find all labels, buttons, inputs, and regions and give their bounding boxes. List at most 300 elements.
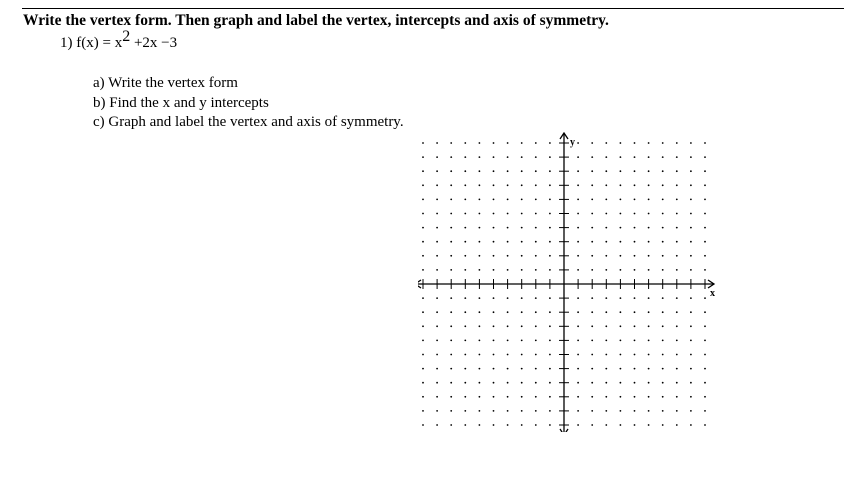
grid-dot [521,340,523,342]
grid-dot [591,424,593,426]
grid-dot [535,297,537,299]
grid-dot [450,199,452,201]
grid-dot [521,396,523,398]
grid-dot [676,142,678,144]
grid-dot [507,325,509,327]
grid-dot [577,325,579,327]
grid-dot [676,368,678,370]
grid-dot [535,241,537,243]
grid-dot [507,156,509,158]
grid-dot [662,368,664,370]
grid-dot [620,156,622,158]
part-a: a) Write the vertex form [93,75,238,91]
grid-dot [676,227,678,229]
top-rule [22,8,844,9]
grid-dot [620,396,622,398]
grid-dot [436,142,438,144]
grid-dot [690,199,692,201]
grid-dot [535,227,537,229]
grid-dot [521,227,523,229]
grid-dot [450,424,452,426]
grid-dot [620,170,622,172]
grid-dot [493,199,495,201]
grid-dot [591,368,593,370]
grid-dot [648,368,650,370]
grid-dot [464,213,466,215]
grid-dot [521,325,523,327]
grid-dot [479,269,481,271]
grid-dot [436,156,438,158]
grid-dot [690,213,692,215]
grid-dot [676,199,678,201]
grid-dot [450,340,452,342]
grid-dot [605,424,607,426]
grid-dot [605,227,607,229]
grid-dot [549,424,551,426]
grid-dot [690,255,692,257]
grid-dot [704,184,706,186]
grid-dot [634,213,636,215]
grid-dot [591,213,593,215]
grid-dot [648,424,650,426]
grid-dot [577,184,579,186]
grid-dot [620,184,622,186]
grid-dot [620,241,622,243]
grid-axes [418,133,714,432]
grid-dot [493,227,495,229]
grid-dot [634,156,636,158]
grid-dot [479,255,481,257]
grid-dot [549,311,551,313]
grid-dot [662,354,664,356]
grid-dot [620,325,622,327]
grid-dot [521,170,523,172]
grid-dot [507,410,509,412]
grid-dot [676,170,678,172]
grid-dot [521,241,523,243]
x-axis-label: x [710,288,715,299]
grid-dot [634,325,636,327]
grid-dot [507,340,509,342]
grid-dot [422,368,424,370]
grid-dot [577,396,579,398]
grid-dot [690,382,692,384]
grid-dot [464,311,466,313]
grid-dot [549,325,551,327]
grid-dot [436,396,438,398]
grid-dot [535,424,537,426]
grid-dot [648,170,650,172]
problem-parts [93,74,404,133]
grid-dot [450,269,452,271]
grid-dot [493,325,495,327]
grid-dot [493,410,495,412]
grid-dot [507,396,509,398]
grid-dot [676,311,678,313]
grid-dot [662,227,664,229]
grid-dot [591,311,593,313]
grid-dot [662,142,664,144]
grid-dot [549,142,551,144]
grid-dot [634,340,636,342]
grid-dot [422,325,424,327]
grid-dot [450,382,452,384]
grid-dot [422,213,424,215]
grid-dot [634,297,636,299]
grid-dot [507,269,509,271]
grid-dot [521,382,523,384]
grid-dot [620,227,622,229]
grid-dot [450,213,452,215]
instructions-heading: Write the vertex form. Then graph and label the vertex, intercepts and axis of symmetry. [23,12,609,29]
grid-dot [634,255,636,257]
grid-dot [676,382,678,384]
grid-dot [464,184,466,186]
grid-dot [704,170,706,172]
grid-dot [493,424,495,426]
grid-dot [676,297,678,299]
grid-dot [464,269,466,271]
grid-dot [493,340,495,342]
grid-dot [676,184,678,186]
grid-dot [479,213,481,215]
grid-dot [422,396,424,398]
grid-dot [605,396,607,398]
grid-dot [535,340,537,342]
grid-dot [479,340,481,342]
grid-dot [662,156,664,158]
grid-dot [436,269,438,271]
grid-dot [464,382,466,384]
grid-dot [493,170,495,172]
grid-dot [690,325,692,327]
grid-dot [676,354,678,356]
grid-dot [549,241,551,243]
grid-dot [620,354,622,356]
grid-dot [507,184,509,186]
grid-dot [464,368,466,370]
grid-dot [507,241,509,243]
grid-dot [464,170,466,172]
grid-dot [704,424,706,426]
grid-dot [493,396,495,398]
grid-dot [620,424,622,426]
grid-dot [620,382,622,384]
grid-dot [464,297,466,299]
grid-dot [464,354,466,356]
grid-dot [676,156,678,158]
grid-dot [648,410,650,412]
grid-dot [549,382,551,384]
grid-dot [422,156,424,158]
grid-dot [577,340,579,342]
grid-dot [535,156,537,158]
grid-dot [676,396,678,398]
grid-dot [704,396,706,398]
grid-dot [690,311,692,313]
grid-dot [704,199,706,201]
grid-dot [591,410,593,412]
grid-dot [648,213,650,215]
grid-dot [549,199,551,201]
grid-dot [436,311,438,313]
grid-dot [676,241,678,243]
grid-dot [620,340,622,342]
grid-dot [704,156,706,158]
grid-dot [577,227,579,229]
grid-dot [507,255,509,257]
grid-dot [549,213,551,215]
grid-dot [648,156,650,158]
grid-dot [535,213,537,215]
grid-dot [634,170,636,172]
grid-dot [634,199,636,201]
grid-dot [436,213,438,215]
grid-dot [549,269,551,271]
grid-dot [620,199,622,201]
grid-dot [422,142,424,144]
grid-dot [605,354,607,356]
grid-dot [690,227,692,229]
grid-dot [620,255,622,257]
grid-dot [634,227,636,229]
grid-dot [549,340,551,342]
grid-dot [662,213,664,215]
grid-dot [479,382,481,384]
grid-dot [620,368,622,370]
grid-dot [704,213,706,215]
grid-dot [436,241,438,243]
grid-dot [464,396,466,398]
grid-dot [591,297,593,299]
grid-dot [605,213,607,215]
grid-dot [507,170,509,172]
grid-dot [704,297,706,299]
grid-dot [605,142,607,144]
grid-dot [436,368,438,370]
grid-dot [690,156,692,158]
grid-dot [634,382,636,384]
grid-dot [704,382,706,384]
grid-dot [479,199,481,201]
grid-dot [620,410,622,412]
grid-dot [507,311,509,313]
grid-dot [690,424,692,426]
grid-dot [676,255,678,257]
y-axis-label: y [570,137,575,148]
grid-dot [577,368,579,370]
grid-dot [591,199,593,201]
grid-dot [535,311,537,313]
grid-dot [620,311,622,313]
grid-dot [422,227,424,229]
grid-dot [634,368,636,370]
grid-dot [507,297,509,299]
grid-dot [479,170,481,172]
grid-dot [450,311,452,313]
coordinate-grid-svg [418,132,718,432]
grid-dot [422,184,424,186]
grid-dot [690,170,692,172]
grid-dot [436,382,438,384]
grid-dot [648,241,650,243]
grid-dot [422,311,424,313]
grid-dot [605,311,607,313]
grid-dot [634,311,636,313]
part-b: b) Find the x and y intercepts [93,94,269,111]
grid-dot [605,269,607,271]
grid-dot [676,424,678,426]
grid-dot [436,297,438,299]
grid-dot [704,340,706,342]
grid-dot [634,269,636,271]
grid-dot [648,184,650,186]
problem-1 [60,28,178,52]
grid-dot [436,340,438,342]
grid-dot [662,255,664,257]
grid-dot [676,410,678,412]
grid-dot [535,354,537,356]
grid-dot [648,325,650,327]
grid-dot [648,354,650,356]
grid-dot [450,241,452,243]
grid-dot [450,396,452,398]
grid-dot [620,213,622,215]
grid-dot [479,227,481,229]
grid-dot [493,382,495,384]
grid-dot [648,255,650,257]
grid-dot [450,227,452,229]
grid-dot [422,410,424,412]
grid-dot [690,297,692,299]
grid-dot [620,142,622,144]
grid-dot [507,382,509,384]
grid-dot [690,269,692,271]
grid-dot [605,170,607,172]
grid-dot [422,269,424,271]
grid-dot [704,142,706,144]
grid-dot [591,354,593,356]
grid-dot [648,340,650,342]
grid-dot [662,170,664,172]
grid-dot [479,156,481,158]
grid-dot [704,227,706,229]
grid-dot [507,368,509,370]
grid-dot [493,156,495,158]
grid-dot [648,227,650,229]
grid-dot [634,424,636,426]
grid-dot [521,255,523,257]
grid-dot [704,354,706,356]
grid-dot [634,241,636,243]
grid-dot [479,410,481,412]
grid-dot [464,156,466,158]
grid-dot [591,269,593,271]
grid-dot [436,255,438,257]
part-c: c) Graph and label the vertex and axis of symmetry. [93,114,404,130]
grid-dot [535,199,537,201]
grid-dot [549,227,551,229]
grid-dot [648,396,650,398]
grid-dot [422,424,424,426]
grid-dot [535,410,537,412]
grid-dot [507,354,509,356]
grid-dot [690,340,692,342]
grid-dot [422,255,424,257]
function-exponent: 2 [122,28,131,45]
grid-dot [422,199,424,201]
grid-dot [464,227,466,229]
grid-dot [662,184,664,186]
grid-dot [577,156,579,158]
grid-dot [648,269,650,271]
grid-dot [605,184,607,186]
grid-dot [493,255,495,257]
grid-dot [493,269,495,271]
grid-dot [605,368,607,370]
grid-dot [605,340,607,342]
grid-dot [479,311,481,313]
grid-dot [634,354,636,356]
grid-dot [450,368,452,370]
grid-dot [605,382,607,384]
grid-dot [676,325,678,327]
grid-dot [676,269,678,271]
grid-dot [436,424,438,426]
grid-dot [704,325,706,327]
grid-dot [535,325,537,327]
grid-dot [436,170,438,172]
grid-dot [493,311,495,313]
grid-dot [591,170,593,172]
grid-dot [493,297,495,299]
function-prefix: f(x) = x [76,35,123,51]
grid-dot [464,424,466,426]
grid-dot [549,396,551,398]
grid-dot [605,325,607,327]
grid-dot [464,199,466,201]
grid-dot [648,382,650,384]
grid-dot [549,156,551,158]
grid-dot [535,170,537,172]
grid-dot [507,199,509,201]
grid-dot [634,396,636,398]
grid-dot [704,269,706,271]
grid-dot [591,156,593,158]
grid-dot [422,170,424,172]
grid-dot [493,241,495,243]
grid-dot [521,184,523,186]
function-suffix: +2x −3 [130,35,178,51]
grid-dot [591,382,593,384]
grid-dot [507,142,509,144]
grid-dot [521,199,523,201]
grid-dot [479,368,481,370]
grid-dot [690,354,692,356]
grid-dot [521,156,523,158]
grid-dot [549,410,551,412]
grid-dot [591,184,593,186]
grid-dot [535,396,537,398]
grid-dot [464,255,466,257]
grid-dot [662,424,664,426]
grid-dot [493,368,495,370]
grid-dot [464,325,466,327]
grid-dot [577,311,579,313]
grid-dot [464,340,466,342]
grid-dot [521,297,523,299]
grid-dot [521,410,523,412]
